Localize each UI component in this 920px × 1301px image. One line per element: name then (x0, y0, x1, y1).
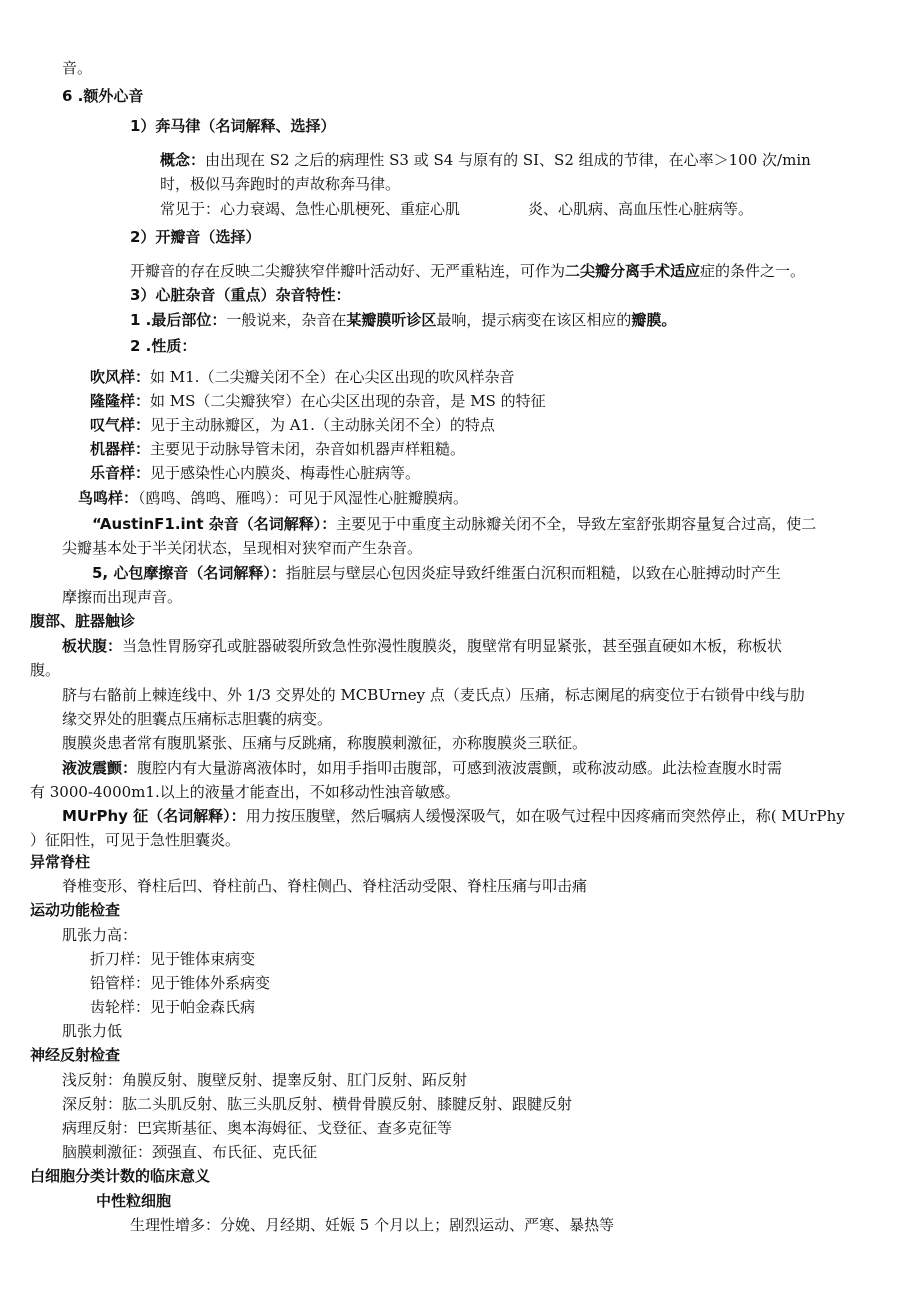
paragraph-line: 摩擦而出现声音。 (62, 588, 183, 606)
list-item: 折刀样：见于锥体束病变 (90, 950, 256, 968)
paragraph-line: 脊椎变形、脊柱后凹、脊柱前凸、脊柱侧凸、脊柱活动受限、脊柱压痛与叩击痛 (62, 877, 588, 895)
list-item: 病理反射：巴宾斯基征、奥本海姆征、戈登征、查多克征等 (62, 1119, 453, 1137)
text-fragment: 音。 (62, 59, 93, 77)
text: 如 MS（二尖瓣狭窄）在心尖区出现的杂音，是 MS 的特征 (150, 392, 546, 410)
section-heading-spine: 异常脊柱 (30, 853, 91, 871)
text: 最响，提示病变在该区相应的 (436, 311, 632, 329)
term-label: 乐音样： (90, 464, 151, 482)
text: 见于感染性心内膜炎、梅毒性心脏病等。 (150, 464, 421, 482)
term-label: 5, 心包摩擦音（名词解释）： (92, 564, 286, 582)
section-heading-wbc: 白细胞分类计数的临床意义 (30, 1167, 211, 1185)
text: （鸥鸣、鸽鸣、雁鸣）：可见于风湿性心脏瓣膜病。 (138, 489, 469, 507)
section-heading-extra-sounds: 6 .额外心音 (62, 87, 144, 105)
list-item-quality: 2 .性质： (130, 337, 197, 355)
paragraph-line: 脐与右骼前上棘连线中、外 1/3 交界处的 MCBUrney 点（麦氏点）压痛，标志阑尾的病变位于右锁骨中线与肋 (62, 686, 805, 704)
section-heading-reflex: 神经反射检查 (30, 1046, 121, 1064)
paragraph-line (130, 310, 676, 330)
term-label: 最后部位： (151, 311, 227, 329)
subheading-murmur: 3）心脏杂音（重点）杂音特性： (130, 286, 351, 304)
paragraph-line (92, 514, 816, 534)
murmur-quality-row (90, 367, 514, 387)
term-label: 隆隆样： (90, 392, 151, 410)
text: 见于主动脉瓣区，为 A1.（主动脉关闭不全）的特点 (150, 416, 495, 434)
term-label: 叹气样： (90, 416, 151, 434)
term-label: 板状腹： (62, 637, 123, 655)
list-item: 浅反射：角膜反射、腹壁反射、提睾反射、肛门反射、跖反射 (62, 1071, 468, 1089)
list-number: 1 . (130, 311, 152, 329)
text: 常见于：心力衰竭、急性心肌梗死、重症心肌 (160, 200, 461, 218)
text: 指脏层与壁层心包因炎症导致纤维蛋白沉积而粗糙，以致在心脏搏动时产生 (285, 564, 781, 582)
paragraph-line (62, 636, 782, 656)
paragraph-line: 腹。 (30, 661, 61, 679)
list-item: 肌张力高： (62, 926, 138, 944)
text: 当急性胃肠穿孔或脏器破裂所致急性弥漫性腹膜炎，腹壁常有明显紧张，甚至强直硬如木板，称板状 (122, 637, 783, 655)
text: 开瓣音的存在反映二尖瓣狭窄伴瓣叶活动好、无严重粘连，可作为 (130, 262, 566, 280)
paragraph-line: 尖瓣基本处于半关闭状态，呈现相对狭窄而产生杂音。 (62, 539, 423, 557)
term-label: 鸟鸣样： (78, 489, 139, 507)
paragraph-line: 腹膜炎患者常有腹肌紧张、压痛与反跳痛，称腹膜刺激征，亦称腹膜炎三联征。 (62, 734, 588, 752)
list-item: 齿轮样：见于帕金森氏病 (90, 998, 256, 1016)
term-label: MUrPhy 征（名词解释）： (62, 807, 246, 825)
section-heading-motor: 运动功能检查 (30, 901, 121, 919)
paragraph-line: ）征阳性，可见于急性胆囊炎。 (30, 831, 241, 849)
paragraph-line (62, 806, 845, 826)
section-heading-abdomen: 腹部、脏器触诊 (30, 612, 136, 630)
term-label: 吹风样： (90, 368, 151, 386)
text: 用力按压腹壁，然后嘱病人缓慢深吸气，如在吸气过程中因疼痛而突然停止，称( MUrPhy (245, 807, 845, 825)
paragraph-line (130, 261, 805, 281)
paragraph-line: 缘交界处的胆囊点压痛标志胆囊的病变。 (62, 710, 333, 728)
murmur-quality-row (90, 439, 465, 459)
emphasis: 二尖瓣分离手术适应 (565, 262, 701, 280)
text: 主要见于中重度主动脉瓣关闭不全，导致左室舒张期容量复合过高，使二 (336, 515, 817, 533)
murmur-quality-row (90, 415, 495, 435)
term-label: 概念： (160, 151, 206, 169)
list-item: 脑膜刺激征：颈强直、布氏征、克氏征 (62, 1143, 318, 1161)
text: 症的条件之一。 (700, 262, 806, 280)
text: 腹腔内有大量游离液体时，如用手指叩击腹部，可感到液波震颤，或称波动感。此法检查腹水时需 (137, 759, 783, 777)
murmur-quality-row (78, 488, 468, 508)
list-item: 肌张力低 (62, 1022, 123, 1040)
text: 由出现在 S2 之后的病理性 S3 或 S4 与原有的 SI、S2 组成的节律，在心率＞100 次/min (205, 151, 811, 169)
paragraph-line (62, 758, 782, 778)
paragraph-line (92, 563, 781, 583)
list-item: 生理性增多：分娩、月经期、妊娠 5 个月以上；剧烈运动、严寒、暴热等 (130, 1216, 615, 1234)
text: 如 M1.（二尖瓣关闭不全）在心尖区出现的吹风样杂音 (150, 368, 515, 386)
text: 一般说来，杂音在 (226, 311, 347, 329)
paragraph-line (160, 199, 753, 219)
subheading-neutrophil: 中性粒细胞 (96, 1192, 172, 1210)
list-item: 深反射：肱二头肌反射、肱三头肌反射、横骨骨膜反射、膝腱反射、跟腱反射 (62, 1095, 573, 1113)
murmur-quality-row (90, 463, 420, 483)
term-label: “AustinF1.int 杂音（名词解释）： (92, 515, 337, 533)
paragraph-line: 有 3000-4000m1.以上的液量才能查出，不如移动性浊音敏感。 (30, 783, 460, 801)
term-label: 机器样： (90, 440, 151, 458)
subheading-opening-snap: 2）开瓣音（选择） (130, 228, 261, 246)
text: 炎、心肌病、高血压性心脏病等。 (528, 200, 754, 218)
paragraph-line: 时，极似马奔跑时的声故称奔马律。 (160, 175, 401, 193)
term-label: 液波震颤： (62, 759, 138, 777)
subheading-gallop: 1）奔马律（名词解释、选择） (130, 117, 336, 135)
text: 主要见于动脉导管未闭，杂音如机器声样粗糙。 (150, 440, 466, 458)
murmur-quality-row (90, 391, 546, 411)
emphasis: 某瓣膜听诊区 (346, 311, 437, 329)
paragraph-line (160, 150, 811, 170)
emphasis: 瓣膜。 (631, 311, 677, 329)
list-item: 铅管样：见于锥体外系病变 (90, 974, 271, 992)
